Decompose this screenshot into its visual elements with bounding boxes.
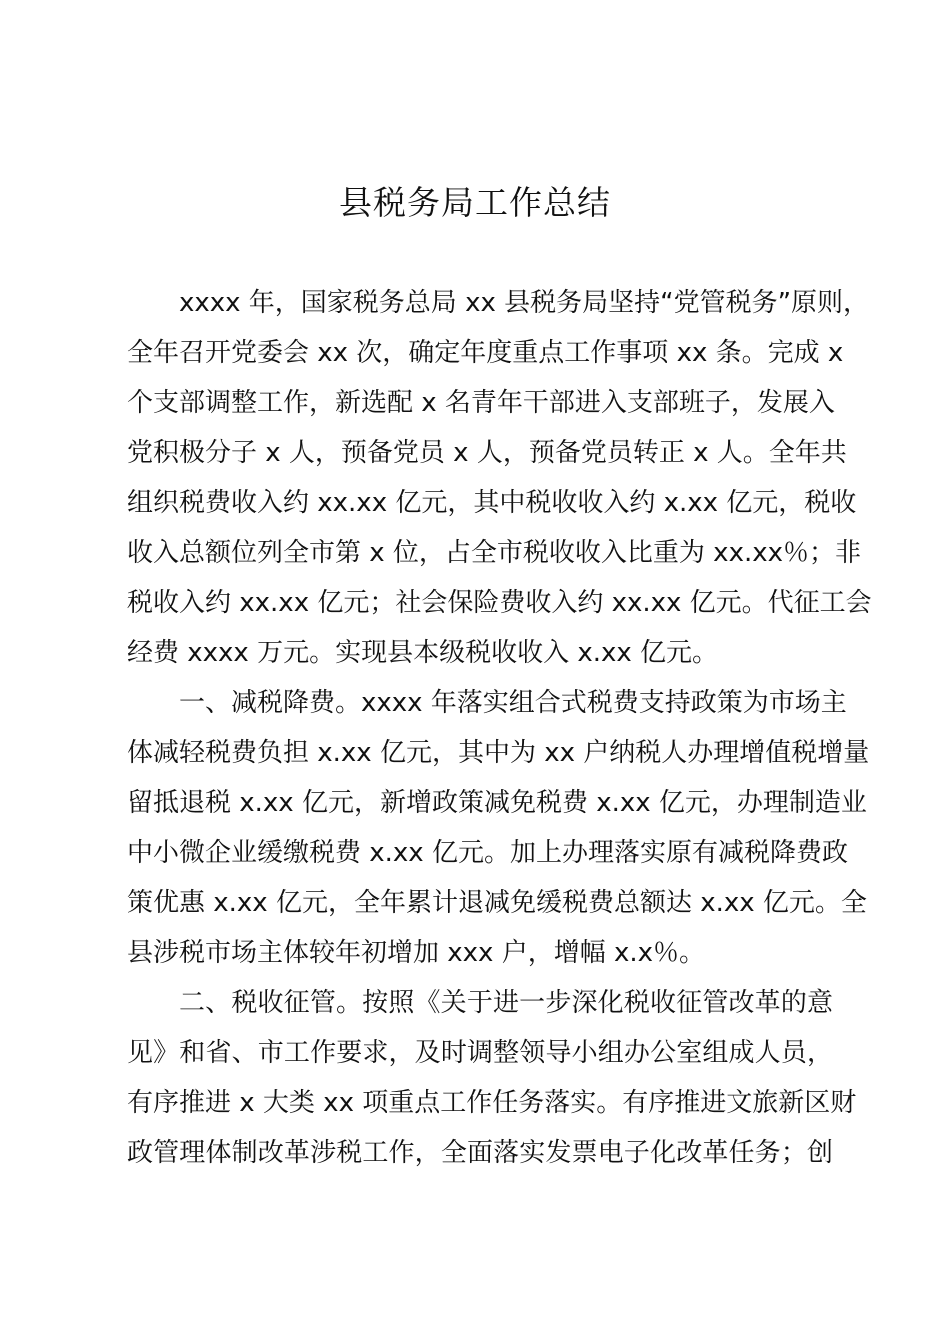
text-line: 组织税费收入约 xx.xx 亿元，其中税收收入约 x.xx 亿元，税收 xyxy=(127,488,857,518)
document-body xyxy=(127,278,872,1178)
text-line: 经费 xxxx 万元。实现县本级税收收入 x.xx 亿元。 xyxy=(127,638,719,668)
text-line: 全年召开党委会 xx 次，确定年度重点工作事项 xx 条。完成 x xyxy=(127,338,844,368)
text-line: 税收入约 xx.xx 亿元；社会保险费收入约 xx.xx 亿元。代征工会 xyxy=(127,588,872,618)
text-line: 见》和省、市工作要求，及时调整领导小组办公室组成人员， xyxy=(127,1038,833,1068)
text-line: 个支部调整工作，新选配 x 名青年干部进入支部班子，发展入 xyxy=(127,388,835,418)
text-line: 中小微企业缓缴税费 x.xx 亿元。加上办理落实原有减税降费政 xyxy=(127,838,848,868)
text-line: 县涉税市场主体较年初增加 xxx 户，增幅 x.x％。 xyxy=(127,938,705,968)
text-line: 二、税收征管。按照《关于进一步深化税收征管改革的意 xyxy=(179,988,833,1018)
paragraph-tax-reduction xyxy=(127,678,870,978)
text-line: 党积极分子 x 人，预备党员 x 人，预备党员转正 x 人。全年共 xyxy=(127,438,847,468)
text-line: 留抵退税 x.xx 亿元，新增政策减免税费 x.xx 亿元，办理制造业 xyxy=(127,788,867,818)
text-line: xxxx 年，国家税务总局 xx 县税务局坚持“党管税务”原则， xyxy=(179,288,870,318)
paragraph-overview xyxy=(127,278,872,678)
text-line: 策优惠 x.xx 亿元，全年累计退减免缓税费总额达 x.xx 亿元。全 xyxy=(127,888,867,918)
text-line: 收入总额位列全市第 x 位，占全市税收收入比重为 xx.xx％；非 xyxy=(127,538,861,568)
text-line: 体减轻税费负担 x.xx 亿元，其中为 xx 户纳税人办理增值税增量 xyxy=(127,738,870,768)
text-line: 政管理体制改革涉税工作，全面落实发票电子化改革任务；创 xyxy=(127,1138,833,1168)
text-line: 一、减税降费。xxxx 年落实组合式税费支持政策为市场主 xyxy=(179,688,847,718)
document-title: 县税务局工作总结 xyxy=(339,183,611,222)
paragraph-tax-administration xyxy=(127,978,857,1178)
text-line: 有序推进 x 大类 xx 项重点工作任务落实。有序推进文旅新区财 xyxy=(127,1088,857,1118)
